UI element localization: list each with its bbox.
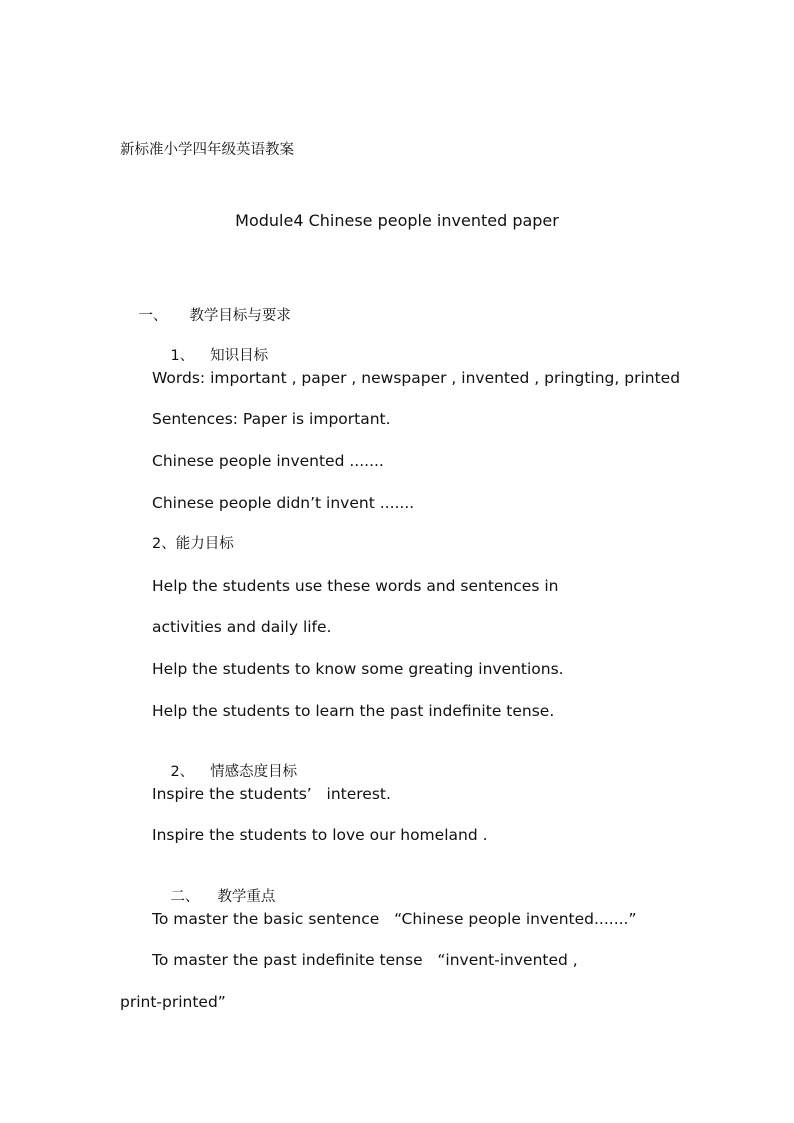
emotion-line-2: Inspire the students to love our homeland . [152,826,488,844]
key-point-line-1: To master the basic sentence “Chinese people invented.......” [152,910,637,928]
sentence-example-2: Chinese people didn’t invent ....... [152,494,415,512]
emotion-line-1: Inspire the students’ interest. [152,785,391,803]
words-line: Words: important , paper , newspaper , invented , pringting, printed [152,369,681,387]
page-title: Module4 Chinese people invented paper [235,211,559,230]
subsection-title: 情感态度目标 [210,764,298,780]
section-number: 一、 [138,308,168,324]
sentences-label: Sentences: Paper is important. [152,410,391,428]
subsection-number: 1、 [170,348,195,364]
document-label: 新标准小学四年级英语教案 [120,142,294,158]
ability-heading: 2、能力目标 [152,536,234,552]
section-title: 教学重点 [217,889,276,905]
section-title: 教学目标与要求 [189,308,291,324]
ability-line-4: Help the students to learn the past indefinite tense. [152,702,555,720]
key-point-line-2: To master the past indefinite tense “invent-invented , [152,951,578,969]
key-point-line-3: print-printed” [120,993,226,1011]
subsection-title: 知识目标 [210,348,269,364]
section-number: 二、 [170,889,200,905]
ability-line-1: Help the students use these words and sentences in [152,577,559,595]
ability-line-2: activities and daily life. [152,618,332,636]
ability-line-3: Help the students to know some greating inventions. [152,660,564,678]
sentence-example-1: Chinese people invented ....... [152,452,384,470]
subsection-number: 2、 [170,764,195,780]
